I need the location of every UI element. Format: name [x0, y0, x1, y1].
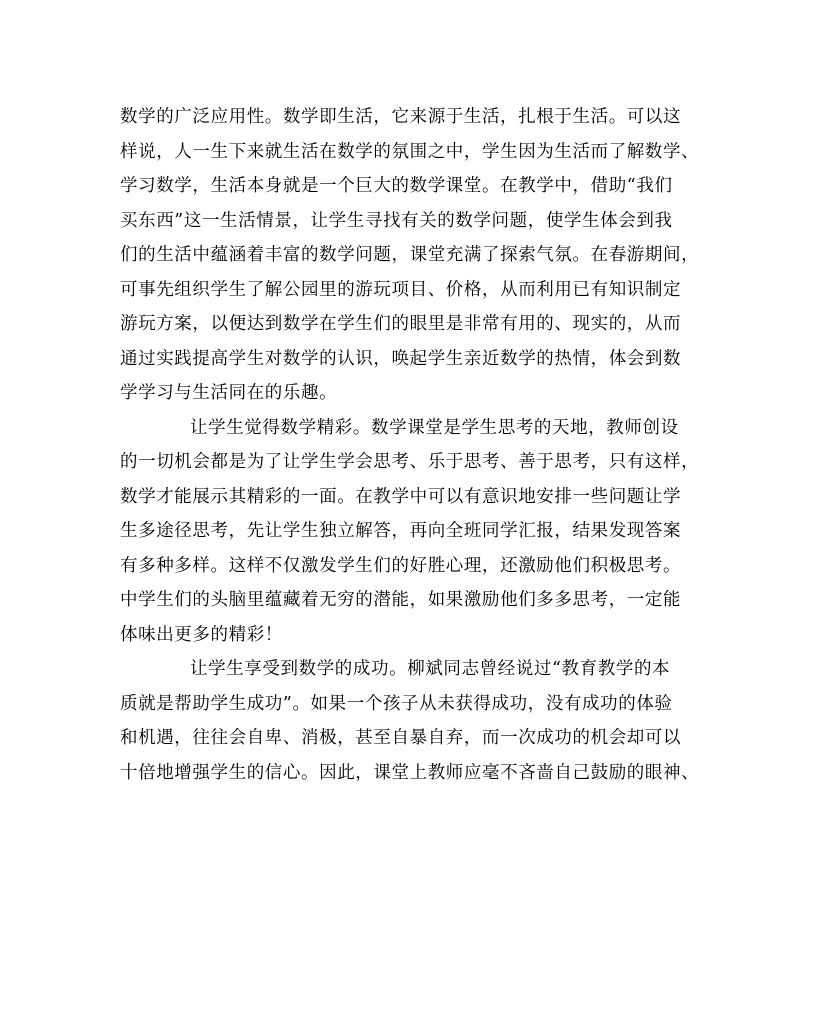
paragraph-3-line-4: 十倍地增强学生的信心。因此，课堂上教师应毫不吝啬自己鼓励的眼神、 [120, 762, 700, 783]
paragraph-3-line-1: 让学生享受到数学的成功。柳斌同志曾经说过“教育教学的本 [190, 659, 671, 679]
paragraph-2-line-5: 有多种多样。这样不仅激发学生们的好胜心理，还激励他们积极思考。 [120, 555, 682, 576]
paragraph-2-line-1: 让学生觉得数学精彩。数学课堂是学生思考的天地，教师创设 [190, 417, 679, 438]
paragraph-3-line-2: 质就是帮助学生成功”。如果一个孩子从未获得成功，没有成功的体验 [120, 693, 673, 714]
paragraph-2-line-6: 中学生们的头脑里蕴藏着无穷的潜能，如果激励他们多多思考，一定能 [120, 590, 682, 610]
paragraph-1-line-2: 样说，人一生下来就生活在数学的氛围之中，学生因为生活而了解数学、 [120, 141, 700, 162]
paragraph-1-line-1: 数学的广泛应用性。数学即生活，它来源于生活，扎根于生活。可以这 [120, 107, 682, 127]
paragraph-1-line-5: 们的生活中蕴涵着丰富的数学问题，课堂充满了探索气氛。在春游期间， [120, 245, 700, 265]
paragraph-2-line-3: 数学才能展示其精彩的一面。在教学中可以有意识地安排一些问题让学 [120, 486, 682, 507]
paragraph-2-line-7: 体味出更多的精彩！ [120, 624, 283, 645]
document-body [120, 100, 700, 790]
paragraph-1-line-6: 可事先组织学生了解公园里的游玩项目、价格，从而利用已有知识制定 [120, 279, 682, 300]
paragraph-1-line-9: 学学习与生活同在的乐趣。 [120, 383, 338, 403]
paragraph-3-line-3: 和机遇，往往会自卑、消极，甚至自暴自弃，而一次成功的机会却可以 [120, 728, 682, 748]
paragraph-1-line-8: 通过实践提高学生对数学的认识，唤起学生亲近数学的热情，体会到数 [120, 348, 682, 369]
paragraph-1-line-7: 游玩方案，以便达到数学在学生们的眼里是非常有用的、现实的，从而 [120, 314, 682, 334]
paragraph-2-line-4: 生多途径思考，先让学生独立解答，再向全班同学汇报，结果发现答案 [120, 521, 682, 541]
paragraph-1-line-4: 买东西”这一生活情景，让学生寻找有关的数学问题，使学生体会到我 [120, 210, 673, 231]
paragraph-1-line-3: 学习数学，生活本身就是一个巨大的数学课堂。在教学中，借助“我们 [120, 176, 673, 196]
paragraph-2-line-2: 的一切机会都是为了让学生学会思考、乐于思考、善于思考，只有这样， [120, 452, 700, 472]
